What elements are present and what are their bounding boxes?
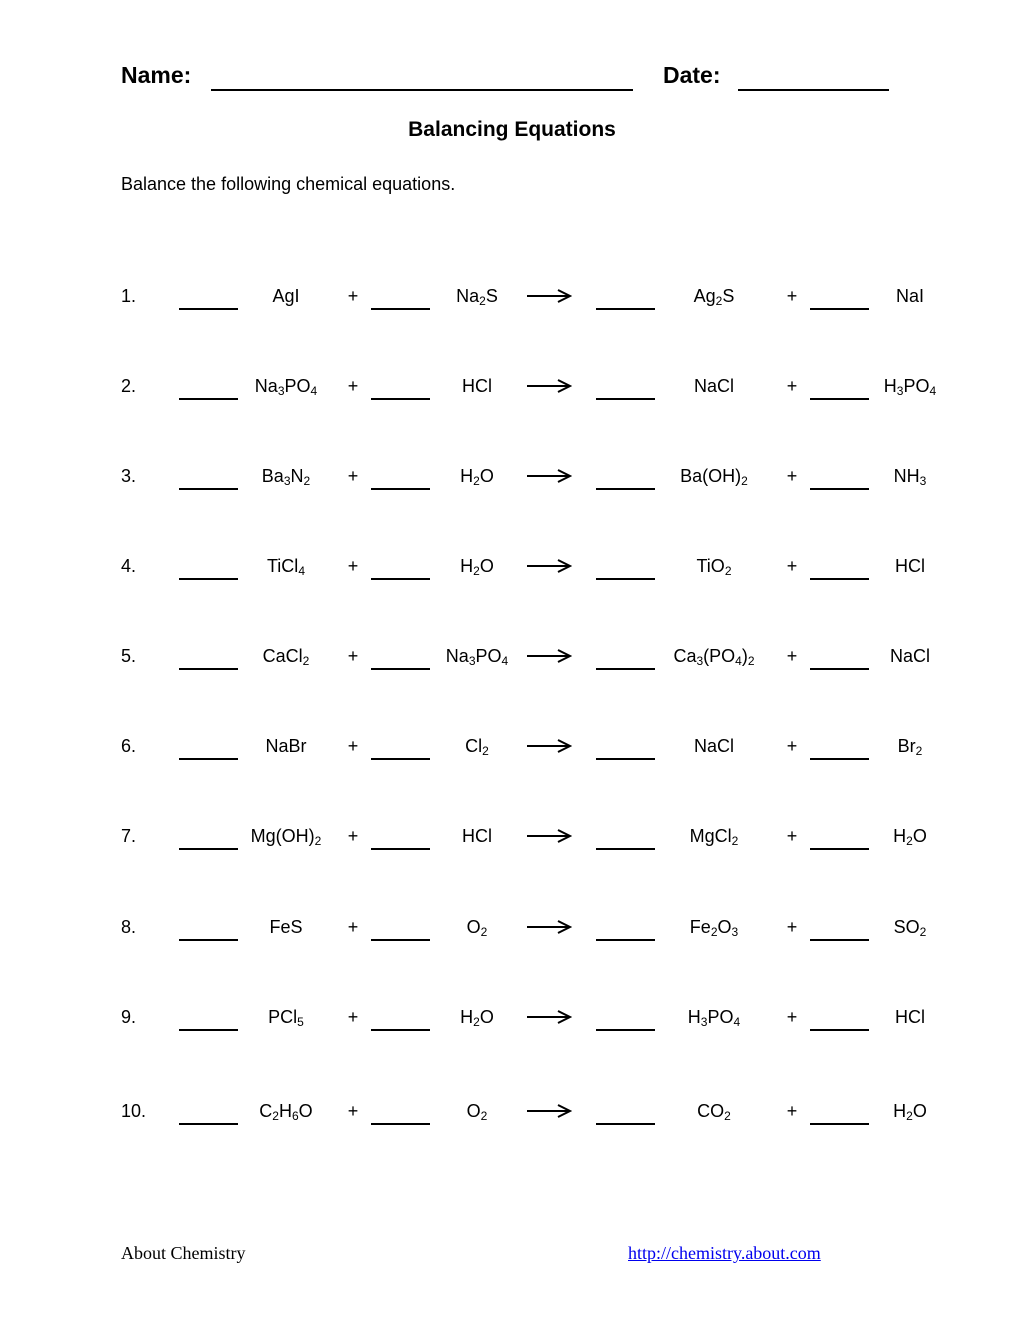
plus-sign: + (347, 556, 359, 576)
product-1: $Ba(OH)_2$ (680, 466, 748, 488)
coefficient-blank[interactable] (371, 848, 430, 850)
plus-sign: + (347, 917, 359, 937)
reaction-arrow-icon (526, 919, 572, 935)
reactant-2: $O_2$ (466, 1101, 488, 1123)
reaction-arrow-icon (526, 558, 572, 574)
coefficient-blank[interactable] (596, 488, 655, 490)
equation-number: 2. (121, 376, 137, 396)
coefficient-blank[interactable] (371, 488, 430, 490)
coefficient-blank[interactable] (371, 578, 430, 580)
product-1: NaCl (693, 736, 734, 756)
reaction-arrow-icon (526, 738, 572, 754)
reactant-2: $H_2O$ (460, 466, 494, 488)
equation-row (0, 646, 1024, 686)
reaction-arrow-icon (526, 1009, 572, 1025)
product-1: TiO$_2$ (696, 556, 732, 578)
equation-number: 7. (121, 826, 137, 846)
coefficient-blank[interactable] (596, 758, 655, 760)
coefficient-blank[interactable] (810, 1123, 869, 1125)
reactant-1: PCl$_5$ (268, 1007, 304, 1029)
plus-sign: + (786, 286, 798, 306)
coefficient-blank[interactable] (596, 1029, 655, 1031)
product-1: $H_3PO_4$ (687, 1007, 741, 1029)
reactant-1: FeS (269, 917, 303, 937)
plus-sign: + (347, 736, 359, 756)
reactant-1: $Mg(OH)_2$ (250, 826, 322, 848)
reactant-2: $H_2O$ (460, 556, 494, 578)
footer-link[interactable]: http://chemistry.about.com (628, 1243, 821, 1263)
reactant-1: TiCl$_4$ (266, 556, 305, 578)
plus-sign: + (786, 917, 798, 937)
coefficient-blank[interactable] (371, 668, 430, 670)
equation-number: 4. (121, 556, 137, 576)
plus-sign: + (347, 466, 359, 486)
coefficient-blank[interactable] (179, 398, 238, 400)
coefficient-blank[interactable] (179, 758, 238, 760)
coefficient-blank[interactable] (179, 939, 238, 941)
coefficient-blank[interactable] (810, 1029, 869, 1031)
coefficient-blank[interactable] (371, 758, 430, 760)
equation-number: 3. (121, 466, 137, 486)
coefficient-blank[interactable] (179, 1029, 238, 1031)
plus-sign: + (786, 646, 798, 666)
reaction-arrow-icon (526, 378, 572, 394)
equation-number: 8. (121, 917, 137, 937)
product-1: NaCl (693, 376, 734, 396)
product-1: MgCl$_2$ (689, 826, 739, 848)
date-label: Date: (663, 62, 721, 88)
reactant-2: $Na_3PO_4$ (445, 646, 509, 668)
coefficient-blank[interactable] (371, 398, 430, 400)
coefficient-blank[interactable] (179, 488, 238, 490)
plus-sign: + (347, 286, 359, 306)
equation-row (0, 1101, 1024, 1141)
reactant-2: $Cl_2$ (465, 736, 489, 758)
equation-row (0, 286, 1024, 326)
product-2: NaI (895, 286, 924, 306)
coefficient-blank[interactable] (596, 848, 655, 850)
coefficient-blank[interactable] (371, 308, 430, 310)
coefficient-blank[interactable] (810, 398, 869, 400)
coefficient-blank[interactable] (810, 758, 869, 760)
equation-number: 6. (121, 736, 137, 756)
coefficient-blank[interactable] (596, 398, 655, 400)
coefficient-blank[interactable] (371, 939, 430, 941)
name-field[interactable] (211, 89, 633, 91)
plus-sign: + (786, 1007, 798, 1027)
coefficient-blank[interactable] (179, 668, 238, 670)
reactant-1: NaBr (265, 736, 307, 756)
reactant-2: HCl (462, 376, 492, 396)
product-2: NaCl (889, 646, 930, 666)
date-field[interactable] (738, 89, 889, 91)
coefficient-blank[interactable] (596, 939, 655, 941)
coefficient-blank[interactable] (179, 578, 238, 580)
reaction-arrow-icon (526, 1103, 572, 1119)
coefficient-blank[interactable] (179, 1123, 238, 1125)
plus-sign: + (347, 1007, 359, 1027)
reaction-arrow-icon (526, 648, 572, 664)
coefficient-blank[interactable] (810, 578, 869, 580)
reactant-1: CaCl$_2$ (262, 646, 310, 668)
coefficient-blank[interactable] (596, 668, 655, 670)
plus-sign: + (347, 376, 359, 396)
plus-sign: + (347, 826, 359, 846)
reactant-2: $O_2$ (466, 917, 488, 939)
coefficient-blank[interactable] (810, 308, 869, 310)
reactant-1: $C_2H_6O$ (259, 1101, 313, 1123)
plus-sign: + (786, 736, 798, 756)
product-1: $Ca_3(PO_4)_2$ (673, 646, 755, 668)
equation-row (0, 917, 1024, 957)
product-1: $Ag_2S$ (693, 286, 735, 308)
page-title: Balancing Equations (408, 118, 616, 141)
product-2: $H_2O$ (893, 826, 927, 848)
product-2: HCl (895, 1007, 925, 1027)
equation-row (0, 466, 1024, 506)
reactant-2: HCl (462, 826, 492, 846)
plus-sign: + (786, 1101, 798, 1121)
product-2: $NH_3$ (893, 466, 927, 488)
equation-number: 1. (121, 286, 137, 306)
coefficient-blank[interactable] (810, 488, 869, 490)
coefficient-blank[interactable] (810, 939, 869, 941)
coefficient-blank[interactable] (596, 1123, 655, 1125)
product-1: $CO_2$ (697, 1101, 731, 1123)
equation-number: 5. (121, 646, 137, 666)
coefficient-blank[interactable] (371, 1029, 430, 1031)
reactant-1: $Na_3PO_4$ (254, 376, 318, 398)
reaction-arrow-icon (526, 468, 572, 484)
coefficient-blank[interactable] (179, 308, 238, 310)
product-2: $SO_2$ (893, 917, 927, 939)
name-label: Name: (121, 62, 192, 88)
instructions: Balance the following chemical equations. (121, 174, 456, 194)
plus-sign: + (347, 646, 359, 666)
equation-row (0, 556, 1024, 596)
equation-row (0, 1007, 1024, 1047)
reaction-arrow-icon (526, 828, 572, 844)
plus-sign: + (347, 1101, 359, 1121)
reactant-1: AgI (272, 286, 300, 306)
reactant-2: $H_2O$ (460, 1007, 494, 1029)
footer-source: About Chemistry (121, 1243, 246, 1263)
plus-sign: + (786, 376, 798, 396)
coefficient-blank[interactable] (179, 848, 238, 850)
equation-row (0, 826, 1024, 866)
equation-row (0, 376, 1024, 416)
product-2: $H_3PO_4$ (883, 376, 937, 398)
plus-sign: + (786, 556, 798, 576)
coefficient-blank[interactable] (810, 668, 869, 670)
plus-sign: + (786, 466, 798, 486)
equation-number: 9. (121, 1007, 137, 1027)
equation-row (0, 736, 1024, 776)
product-2: $H_2O$ (893, 1101, 927, 1123)
coefficient-blank[interactable] (596, 578, 655, 580)
reaction-arrow-icon (526, 288, 572, 304)
product-1: $Fe_2O_3$ (689, 917, 739, 939)
reactant-1: $Ba_3N_2$ (261, 466, 311, 488)
plus-sign: + (786, 826, 798, 846)
reactant-2: $Na_2S$ (456, 286, 498, 308)
equation-number: 10. (121, 1101, 147, 1121)
coefficient-blank[interactable] (596, 308, 655, 310)
coefficient-blank[interactable] (371, 1123, 430, 1125)
product-2: HCl (895, 556, 925, 576)
product-2: $Br_2$ (897, 736, 923, 758)
coefficient-blank[interactable] (810, 848, 869, 850)
